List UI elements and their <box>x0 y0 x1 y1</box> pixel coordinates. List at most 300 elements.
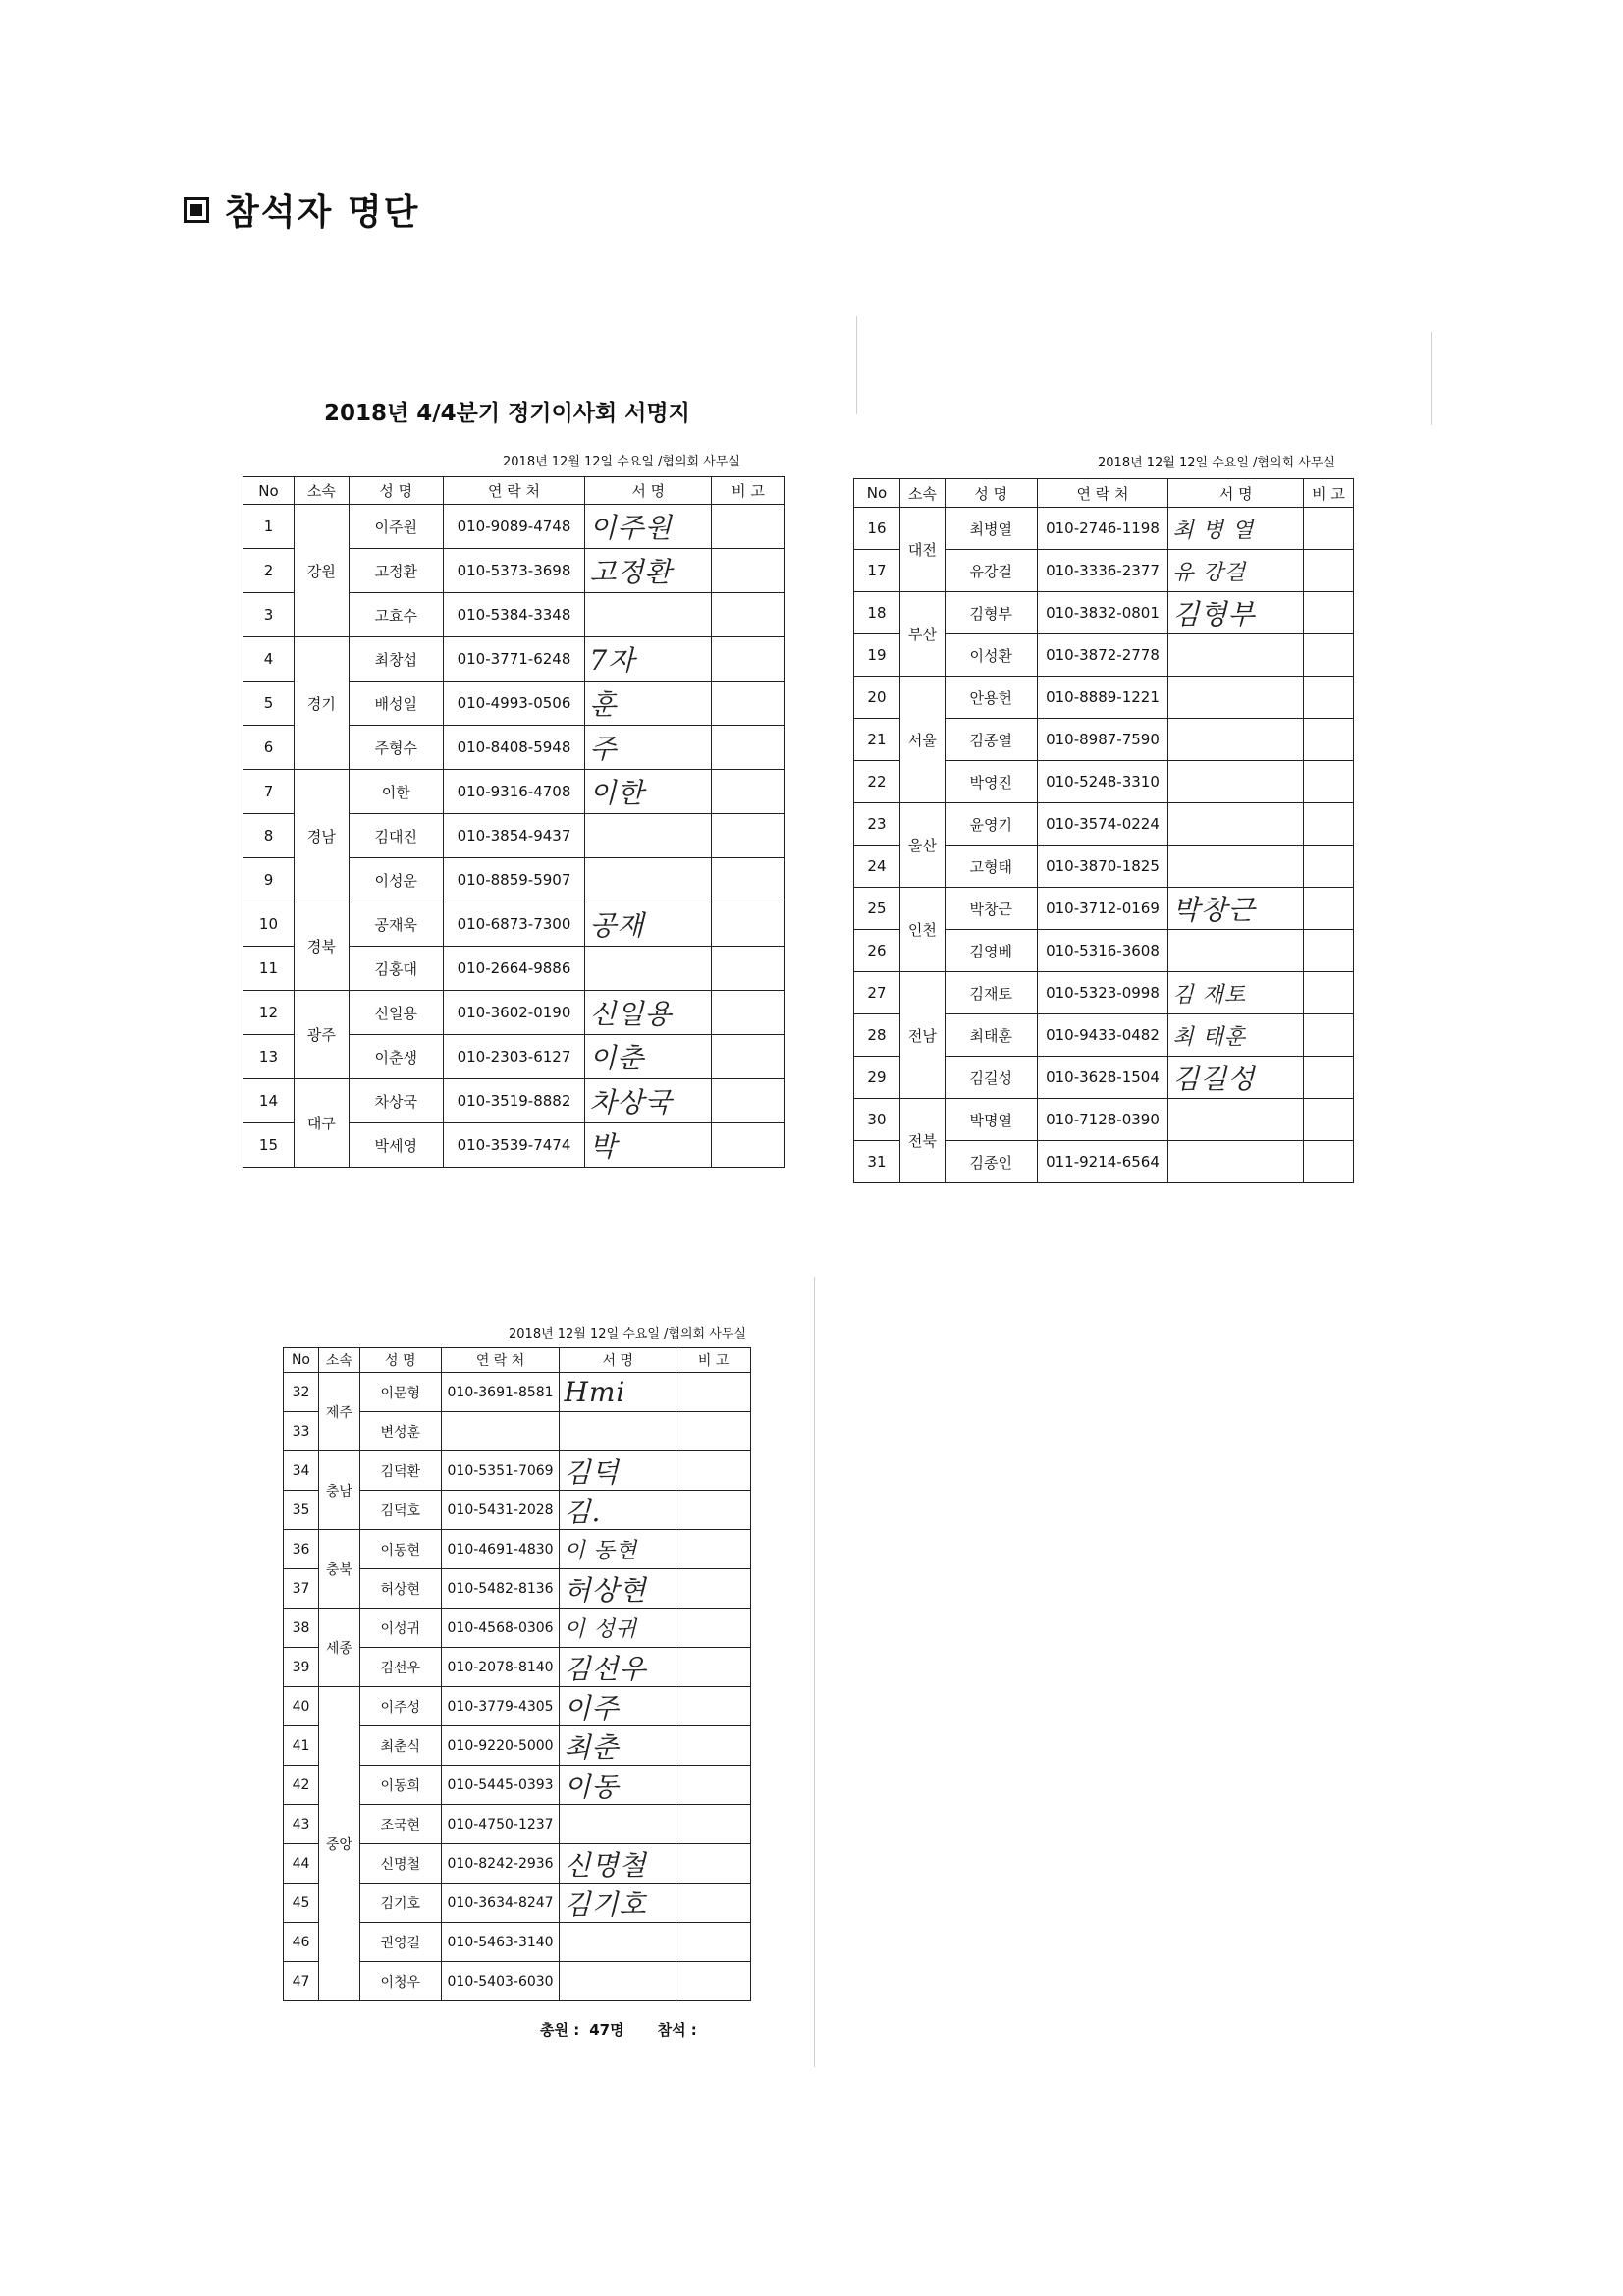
member-name: 이성환 <box>945 634 1037 677</box>
signature-cell <box>585 549 712 593</box>
table-row <box>243 902 785 947</box>
row-number: 26 <box>854 930 900 972</box>
remarks-cell <box>1304 677 1354 719</box>
org-cell: 충북 <box>318 1530 359 1609</box>
row-number: 12 <box>243 991 295 1035</box>
signature-cell <box>1168 972 1304 1014</box>
signature-cell <box>1168 592 1304 634</box>
phone-number: 010-9316-4708 <box>443 770 585 814</box>
phone-number: 010-5384-3348 <box>443 593 585 637</box>
handwritten-signature: 차상국 <box>589 1086 673 1119</box>
org-cell: 서울 <box>899 677 945 803</box>
handwritten-signature: 김 재토 <box>1172 982 1247 1008</box>
remarks-cell <box>676 1451 751 1491</box>
remarks-cell <box>676 1569 751 1609</box>
phone-number: 010-3628-1504 <box>1037 1057 1168 1099</box>
table-row <box>284 1530 751 1569</box>
row-number: 24 <box>854 846 900 888</box>
remarks-cell <box>676 1530 751 1569</box>
table-row <box>243 505 785 549</box>
remarks-cell <box>676 1726 751 1766</box>
phone-number: 010-3872-2778 <box>1037 634 1168 677</box>
row-number: 2 <box>243 549 295 593</box>
attend-label: 참석 : <box>657 2021 697 2039</box>
table-row <box>854 1099 1354 1141</box>
phone-number: 010-8859-5907 <box>443 858 585 902</box>
phone-number: 010-5373-3698 <box>443 549 585 593</box>
phone-number: 010-5403-6030 <box>441 1962 560 2001</box>
signature-cell <box>1168 888 1304 930</box>
signature-cell <box>560 1844 676 1884</box>
member-name: 유강걸 <box>945 550 1037 592</box>
member-name: 신명철 <box>359 1844 441 1884</box>
member-name: 김덕환 <box>359 1451 441 1491</box>
member-name: 김형부 <box>945 592 1037 634</box>
scan-artifact-line <box>856 316 857 414</box>
phone-number: 010-5463-3140 <box>441 1923 560 1962</box>
table-row <box>854 803 1354 846</box>
member-name: 최태훈 <box>945 1014 1037 1057</box>
signature-cell <box>1168 803 1304 846</box>
handwritten-signature: 박 <box>589 1130 618 1163</box>
remarks-cell <box>676 1844 751 1884</box>
remarks-cell <box>1304 1141 1354 1183</box>
org-cell: 경기 <box>294 637 349 770</box>
scan-artifact-line <box>1431 332 1432 425</box>
row-number: 11 <box>243 947 295 991</box>
member-name: 김영베 <box>945 930 1037 972</box>
signature-cell <box>560 1884 676 1923</box>
row-number: 22 <box>854 761 900 803</box>
column-header: 연 락 처 <box>1037 479 1168 508</box>
signature-cell <box>1168 846 1304 888</box>
org-cell: 제주 <box>318 1373 359 1451</box>
signature-cell <box>560 1805 676 1844</box>
member-name: 주형수 <box>349 726 443 770</box>
member-name: 윤영기 <box>945 803 1037 846</box>
member-name: 변성훈 <box>359 1412 441 1451</box>
member-name: 김대진 <box>349 814 443 858</box>
handwritten-signature: 김기호 <box>564 1887 647 1921</box>
phone-number: 010-6873-7300 <box>443 902 585 947</box>
phone-number: 010-3779-4305 <box>441 1687 560 1726</box>
signature-cell <box>585 505 712 549</box>
handwritten-signature: 신명철 <box>564 1848 647 1882</box>
org-cell: 전북 <box>899 1099 945 1183</box>
row-number: 10 <box>243 902 295 947</box>
member-name: 김기호 <box>359 1884 441 1923</box>
member-name: 김종열 <box>945 719 1037 761</box>
member-name: 김선우 <box>359 1648 441 1687</box>
remarks-cell <box>712 814 785 858</box>
signature-table <box>283 1347 751 2001</box>
signature-cell <box>585 902 712 947</box>
org-cell: 경남 <box>294 770 349 902</box>
date-line: 2018년 12월 12일 수요일 /협의회 사무실 <box>503 455 740 469</box>
table-row <box>854 972 1354 1014</box>
signature-cell <box>585 637 712 682</box>
table-row <box>854 508 1354 550</box>
column-header: 비 고 <box>676 1348 751 1373</box>
page-heading-text: 참석자 명단 <box>225 192 420 233</box>
handwritten-signature: 7자 <box>589 644 636 677</box>
phone-number: 010-9220-5000 <box>441 1726 560 1766</box>
row-number: 25 <box>854 888 900 930</box>
signature-table <box>243 476 785 1168</box>
remarks-cell <box>712 1079 785 1123</box>
column-header: 서 명 <box>1168 479 1304 508</box>
signature-cell <box>585 682 712 726</box>
handwritten-signature: 이동 <box>564 1770 620 1803</box>
org-cell: 세종 <box>318 1609 359 1687</box>
table-row <box>243 770 785 814</box>
handwritten-signature: 김덕 <box>564 1455 620 1489</box>
member-name: 이동희 <box>359 1766 441 1805</box>
signature-cell <box>560 1373 676 1412</box>
member-name: 최창섭 <box>349 637 443 682</box>
signature-cell <box>560 1923 676 1962</box>
signature-cell <box>1168 550 1304 592</box>
signature-cell <box>560 1609 676 1648</box>
remarks-cell <box>712 770 785 814</box>
remarks-cell <box>1304 803 1354 846</box>
signature-cell <box>560 1530 676 1569</box>
row-number: 14 <box>243 1079 295 1123</box>
phone-number: 010-5351-7069 <box>441 1451 560 1491</box>
phone-number: 010-2078-8140 <box>441 1648 560 1687</box>
phone-number: 010-8889-1221 <box>1037 677 1168 719</box>
column-header: 성 명 <box>945 479 1037 508</box>
member-name: 이성귀 <box>359 1609 441 1648</box>
remarks-cell <box>712 1123 785 1168</box>
column-header: No <box>284 1348 319 1373</box>
row-number: 29 <box>854 1057 900 1099</box>
phone-number: 010-8987-7590 <box>1037 719 1168 761</box>
member-name: 이주성 <box>359 1687 441 1726</box>
remarks-cell <box>712 1035 785 1079</box>
signature-cell <box>585 1079 712 1123</box>
row-number: 36 <box>284 1530 319 1569</box>
member-name: 김홍대 <box>349 947 443 991</box>
signature-cell <box>585 1035 712 1079</box>
row-number: 32 <box>284 1373 319 1412</box>
signature-cell <box>1168 634 1304 677</box>
row-number: 21 <box>854 719 900 761</box>
org-cell: 중앙 <box>318 1687 359 2001</box>
column-header: 연 락 처 <box>441 1348 560 1373</box>
remarks-cell <box>1304 1099 1354 1141</box>
row-number: 31 <box>854 1141 900 1183</box>
signature-cell <box>560 1412 676 1451</box>
row-number: 16 <box>854 508 900 550</box>
remarks-cell <box>1304 634 1354 677</box>
row-number: 37 <box>284 1569 319 1609</box>
signature-cell <box>560 1491 676 1530</box>
signature-cell <box>1168 1099 1304 1141</box>
row-number: 5 <box>243 682 295 726</box>
phone-number: 010-3691-8581 <box>441 1373 560 1412</box>
handwritten-signature: 이한 <box>589 777 645 809</box>
handwritten-signature: 김길성 <box>1172 1063 1256 1095</box>
column-header: No <box>854 479 900 508</box>
row-number: 23 <box>854 803 900 846</box>
remarks-cell <box>1304 972 1354 1014</box>
phone-number: 010-5431-2028 <box>441 1491 560 1530</box>
phone-number: 010-8242-2936 <box>441 1844 560 1884</box>
header-row <box>854 479 1354 508</box>
member-name: 이동현 <box>359 1530 441 1569</box>
phone-number: 010-3602-0190 <box>443 991 585 1035</box>
remarks-cell <box>1304 1057 1354 1099</box>
handwritten-signature: 허상현 <box>564 1573 647 1607</box>
remarks-cell <box>712 549 785 593</box>
table-row <box>243 991 785 1035</box>
row-number: 47 <box>284 1962 319 2001</box>
org-cell: 전남 <box>899 972 945 1099</box>
row-number: 43 <box>284 1805 319 1844</box>
member-name: 이청우 <box>359 1962 441 2001</box>
row-number: 45 <box>284 1884 319 1923</box>
scan-artifact-line <box>814 1277 815 2067</box>
remarks-cell <box>712 947 785 991</box>
table-row <box>284 1451 751 1491</box>
member-name: 조국현 <box>359 1805 441 1844</box>
row-number: 19 <box>854 634 900 677</box>
signature-cell <box>585 858 712 902</box>
row-number: 15 <box>243 1123 295 1168</box>
row-number: 13 <box>243 1035 295 1079</box>
table-row <box>284 1373 751 1412</box>
header-row <box>284 1348 751 1373</box>
signature-cell <box>585 770 712 814</box>
member-name: 최병열 <box>945 508 1037 550</box>
row-number: 4 <box>243 637 295 682</box>
phone-number: 010-5248-3310 <box>1037 761 1168 803</box>
remarks-cell <box>712 682 785 726</box>
row-number: 44 <box>284 1844 319 1884</box>
phone-number: 010-3832-0801 <box>1037 592 1168 634</box>
signature-cell <box>1168 677 1304 719</box>
signature-cell <box>1168 508 1304 550</box>
member-name: 김종인 <box>945 1141 1037 1183</box>
member-name: 허상현 <box>359 1569 441 1609</box>
remarks-cell <box>1304 930 1354 972</box>
column-header: 소속 <box>294 477 349 505</box>
member-name: 박창근 <box>945 888 1037 930</box>
row-number: 38 <box>284 1609 319 1648</box>
org-cell: 부산 <box>899 592 945 677</box>
handwritten-signature: 박창근 <box>1172 894 1256 926</box>
member-name: 신일용 <box>349 991 443 1035</box>
org-cell: 대전 <box>899 508 945 592</box>
signature-cell <box>1168 1141 1304 1183</box>
phone-number: 010-5482-8136 <box>441 1569 560 1609</box>
org-cell: 대구 <box>294 1079 349 1168</box>
phone-number: 010-3854-9437 <box>443 814 585 858</box>
handwritten-signature: 유 강걸 <box>1172 560 1247 585</box>
remarks-cell <box>676 1491 751 1530</box>
row-number: 3 <box>243 593 295 637</box>
row-number: 40 <box>284 1687 319 1726</box>
row-number: 9 <box>243 858 295 902</box>
table-row <box>854 888 1354 930</box>
row-number: 8 <box>243 814 295 858</box>
member-name: 김덕호 <box>359 1491 441 1530</box>
remarks-cell <box>676 1609 751 1648</box>
handwritten-signature: 주 <box>589 733 618 765</box>
row-number: 33 <box>284 1412 319 1451</box>
column-header: No <box>243 477 295 505</box>
phone-number: 010-5445-0393 <box>441 1766 560 1805</box>
signature-cell <box>1168 1014 1304 1057</box>
phone-number: 010-4993-0506 <box>443 682 585 726</box>
remarks-cell <box>676 1412 751 1451</box>
row-number: 18 <box>854 592 900 634</box>
org-cell: 울산 <box>899 803 945 888</box>
phone-number: 010-3336-2377 <box>1037 550 1168 592</box>
signature-cell <box>1168 930 1304 972</box>
phone-number: 010-8408-5948 <box>443 726 585 770</box>
column-header: 비 고 <box>1304 479 1354 508</box>
phone-number: 010-3574-0224 <box>1037 803 1168 846</box>
column-header: 연 락 처 <box>443 477 585 505</box>
member-name: 공재욱 <box>349 902 443 947</box>
row-number: 35 <box>284 1491 319 1530</box>
remarks-cell <box>676 1373 751 1412</box>
handwritten-signature: 최춘 <box>564 1730 620 1764</box>
remarks-cell <box>676 1923 751 1962</box>
total-summary <box>540 2019 707 2040</box>
remarks-cell <box>1304 550 1354 592</box>
phone-number: 010-5316-3608 <box>1037 930 1168 972</box>
page-heading <box>184 185 419 235</box>
phone-number: 010-3539-7474 <box>443 1123 585 1168</box>
member-name: 이한 <box>349 770 443 814</box>
handwritten-signature: 이주 <box>564 1691 620 1724</box>
signature-cell <box>585 814 712 858</box>
remarks-cell <box>676 1648 751 1687</box>
phone-number: 010-9433-0482 <box>1037 1014 1168 1057</box>
member-name: 박명열 <box>945 1099 1037 1141</box>
signature-cell <box>585 947 712 991</box>
remarks-cell <box>676 1766 751 1805</box>
remarks-cell <box>676 1805 751 1844</box>
column-header: 성 명 <box>349 477 443 505</box>
remarks-cell <box>1304 888 1354 930</box>
signature-cell <box>1168 1057 1304 1099</box>
member-name: 이주원 <box>349 505 443 549</box>
column-header: 소속 <box>899 479 945 508</box>
phone-number: 010-9089-4748 <box>443 505 585 549</box>
org-cell: 인천 <box>899 888 945 972</box>
handwritten-signature: 이 동현 <box>564 1539 638 1563</box>
row-number: 39 <box>284 1648 319 1687</box>
member-name: 고정환 <box>349 549 443 593</box>
member-name: 이성운 <box>349 858 443 902</box>
org-cell: 경북 <box>294 902 349 991</box>
signature-cell <box>560 1451 676 1491</box>
phone-number <box>441 1412 560 1451</box>
member-name: 김길성 <box>945 1057 1037 1099</box>
signature-cell <box>560 1687 676 1726</box>
remarks-cell <box>1304 761 1354 803</box>
row-number: 17 <box>854 550 900 592</box>
phone-number: 010-3712-0169 <box>1037 888 1168 930</box>
remarks-cell <box>712 902 785 947</box>
phone-number: 010-2746-1198 <box>1037 508 1168 550</box>
phone-number: 010-3771-6248 <box>443 637 585 682</box>
handwritten-signature: 신일용 <box>589 998 673 1030</box>
column-header: 성 명 <box>359 1348 441 1373</box>
table-row <box>284 1687 751 1726</box>
row-number: 46 <box>284 1923 319 1962</box>
remarks-cell <box>712 858 785 902</box>
phone-number: 010-4691-4830 <box>441 1530 560 1569</box>
handwritten-signature: 이 성귀 <box>564 1617 638 1642</box>
signature-cell <box>560 1648 676 1687</box>
remarks-cell <box>1304 1014 1354 1057</box>
table-row <box>854 592 1354 634</box>
signature-cell <box>1168 719 1304 761</box>
phone-number: 010-7128-0390 <box>1037 1099 1168 1141</box>
member-name: 고효수 <box>349 593 443 637</box>
phone-number: 010-3634-8247 <box>441 1884 560 1923</box>
signature-cell <box>560 1726 676 1766</box>
member-name: 최춘식 <box>359 1726 441 1766</box>
remarks-cell <box>712 505 785 549</box>
org-cell: 광주 <box>294 991 349 1079</box>
remarks-cell <box>712 991 785 1035</box>
column-header: 비 고 <box>712 477 785 505</box>
member-name: 이춘생 <box>349 1035 443 1079</box>
phone-number: 010-3519-8882 <box>443 1079 585 1123</box>
column-header: 서 명 <box>585 477 712 505</box>
signature-cell <box>560 1569 676 1609</box>
phone-number: 010-2664-9886 <box>443 947 585 991</box>
total-value: 47명 <box>589 2021 624 2039</box>
column-header: 서 명 <box>560 1348 676 1373</box>
phone-number: 010-2303-6127 <box>443 1035 585 1079</box>
handwritten-signature: 최 병 열 <box>1172 518 1255 543</box>
member-name: 박영진 <box>945 761 1037 803</box>
org-cell: 강원 <box>294 505 349 637</box>
member-name: 김재토 <box>945 972 1037 1014</box>
date-line: 2018년 12월 12일 수요일 /협의회 사무실 <box>509 1327 746 1341</box>
remarks-cell <box>1304 846 1354 888</box>
handwritten-signature: Hmi <box>564 1376 626 1408</box>
remarks-cell <box>712 637 785 682</box>
signature-cell <box>585 1123 712 1168</box>
handwritten-signature: 김형부 <box>1172 598 1256 630</box>
row-number: 34 <box>284 1451 319 1491</box>
date-line: 2018년 12월 12일 수요일 /협의회 사무실 <box>1098 456 1335 470</box>
header-row <box>243 477 785 505</box>
phone-number: 010-3870-1825 <box>1037 846 1168 888</box>
row-number: 30 <box>854 1099 900 1141</box>
phone-number: 011-9214-6564 <box>1037 1141 1168 1183</box>
table-row <box>243 637 785 682</box>
org-cell: 충남 <box>318 1451 359 1530</box>
signature-cell <box>560 1962 676 2001</box>
row-number: 42 <box>284 1766 319 1805</box>
member-name: 배성일 <box>349 682 443 726</box>
phone-number: 010-4568-0306 <box>441 1609 560 1648</box>
signature-cell <box>585 593 712 637</box>
remarks-cell <box>712 593 785 637</box>
handwritten-signature: 공재 <box>589 909 645 942</box>
row-number: 28 <box>854 1014 900 1057</box>
remarks-cell <box>712 726 785 770</box>
